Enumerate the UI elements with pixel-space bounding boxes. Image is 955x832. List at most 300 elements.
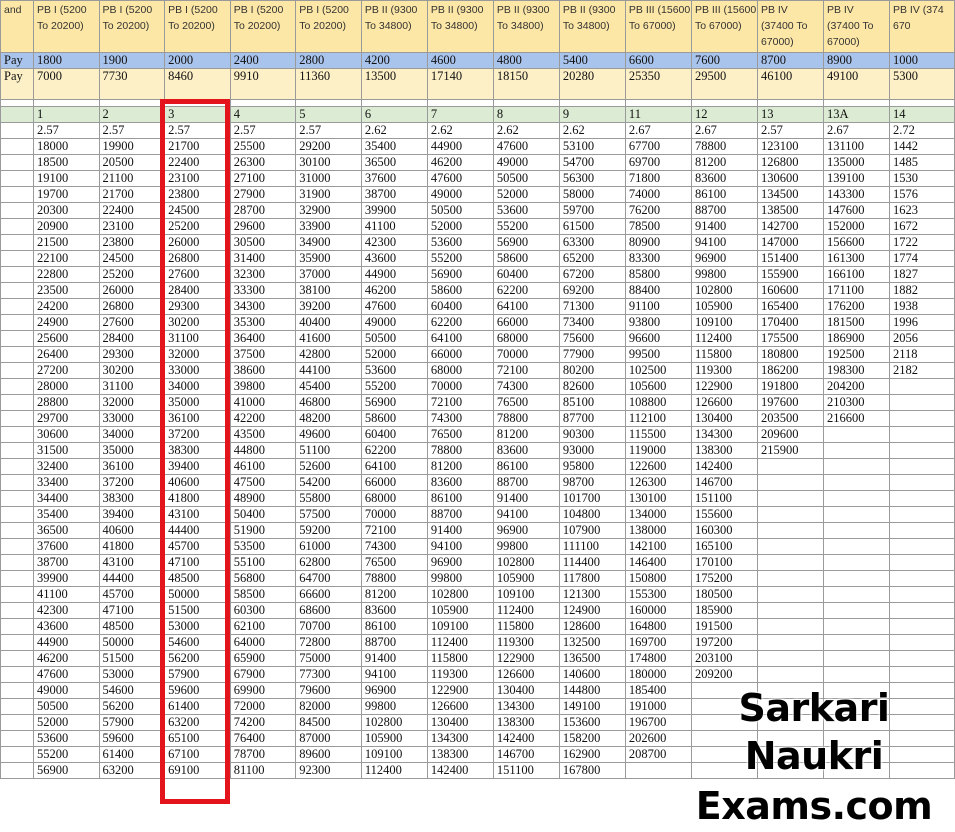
pay-value-cell: 95800	[559, 459, 625, 475]
pay-value-cell: 160600	[757, 283, 823, 299]
pay-value-cell: 22400	[165, 155, 231, 171]
pay-value-cell: 1442	[889, 139, 954, 155]
pay-value-cell: 37500	[230, 347, 296, 363]
table-row	[1, 283, 955, 299]
pay-value-cell: 134300	[493, 699, 559, 715]
level-number-cell: 8	[493, 107, 559, 123]
row-stub-cell	[1, 331, 34, 347]
pay-band-header-cell: PB I (5200 To 20200)	[99, 1, 165, 53]
pay-value-cell: 27900	[230, 187, 296, 203]
pay-value-cell: 61500	[559, 219, 625, 235]
pay-value-cell: 1996	[889, 315, 954, 331]
fitment-factor-cell: 2.57	[296, 123, 362, 139]
pay-value-cell: 32400	[33, 459, 99, 475]
pay-value-cell	[889, 571, 954, 587]
pay-value-cell: 109100	[691, 315, 757, 331]
pay-value-cell: 27100	[230, 171, 296, 187]
pay-value-cell	[823, 635, 889, 651]
pay-value-cell: 66000	[427, 347, 493, 363]
table-row	[1, 203, 955, 219]
pay-value-cell: 91400	[427, 523, 493, 539]
pay-value-cell: 52000	[33, 715, 99, 731]
pay-value-cell: 67700	[625, 139, 691, 155]
table-row	[1, 235, 955, 251]
pay-value-cell: 119300	[691, 363, 757, 379]
pay-value-cell: 58600	[361, 411, 427, 427]
pay-value-cell: 21500	[33, 235, 99, 251]
pay-value-cell: 70000	[493, 347, 559, 363]
pay-value-cell: 52000	[493, 187, 559, 203]
pay-value-cell: 72100	[361, 523, 427, 539]
pay-value-cell: 93800	[625, 315, 691, 331]
pay-value-cell: 44900	[33, 635, 99, 651]
pay-value-cell: 140600	[559, 667, 625, 683]
pay-value-cell: 76500	[427, 427, 493, 443]
row-stub-cell	[1, 667, 34, 683]
pay-value-cell: 68600	[296, 603, 362, 619]
pay-value-cell: 75000	[296, 651, 362, 667]
pay-value-cell: 41800	[165, 491, 231, 507]
pay-value-cell: 147000	[757, 235, 823, 251]
pay-value-cell: 52000	[361, 347, 427, 363]
pay-value-cell: 192500	[823, 347, 889, 363]
pay-value-cell: 196700	[625, 715, 691, 731]
pay-value-cell: 24900	[33, 315, 99, 331]
pay-value-cell: 47600	[427, 171, 493, 187]
level-number-cell: 4	[230, 107, 296, 123]
pay-value-cell	[889, 427, 954, 443]
pay-value-cell: 99800	[361, 699, 427, 715]
pay-value-cell: 2182	[889, 363, 954, 379]
grade-pay-row	[1, 53, 955, 69]
pay-value-cell: 152000	[823, 219, 889, 235]
pay-value-cell: 105600	[625, 379, 691, 395]
row-stub-cell	[1, 635, 34, 651]
pay-value-cell: 50500	[493, 171, 559, 187]
pay-value-cell: 176200	[823, 299, 889, 315]
pay-value-cell: 51500	[99, 651, 165, 667]
row-stub-cell	[1, 347, 34, 363]
pay-value-cell: 78700	[230, 747, 296, 763]
watermark-line-1: Sarkari Naukri	[738, 686, 890, 778]
pay-cell: 20280	[559, 69, 625, 100]
pay-value-cell: 37600	[361, 171, 427, 187]
pay-value-cell: 96900	[493, 523, 559, 539]
grade-pay-cell: 4800	[493, 53, 559, 69]
pay-value-cell: 23100	[165, 171, 231, 187]
pay-value-cell: 58500	[230, 587, 296, 603]
pay-value-cell: 46100	[230, 459, 296, 475]
pay-value-cell: 72100	[427, 395, 493, 411]
pay-value-cell: 67200	[559, 267, 625, 283]
table-row	[1, 267, 955, 283]
pay-value-cell: 31500	[33, 443, 99, 459]
pay-value-cell: 53100	[559, 139, 625, 155]
pay-band-header-cell: PB IV (37400 To 67000)	[757, 1, 823, 53]
pay-value-cell	[889, 619, 954, 635]
pay-value-cell: 36100	[165, 411, 231, 427]
pay-value-cell: 55200	[33, 747, 99, 763]
table-row	[1, 459, 955, 475]
pay-value-cell: 155600	[691, 507, 757, 523]
pay-value-cell: 49000	[361, 315, 427, 331]
pay-value-cell: 61000	[296, 539, 362, 555]
pay-value-cell: 197200	[691, 635, 757, 651]
pay-value-cell: 72000	[230, 699, 296, 715]
pay-value-cell: 36100	[99, 459, 165, 475]
pay-value-cell: 138000	[625, 523, 691, 539]
pay-value-cell: 161300	[823, 251, 889, 267]
pay-value-cell	[757, 555, 823, 571]
pay-band-header-cell: PB III (15600 To 67000)	[691, 1, 757, 53]
pay-value-cell: 28800	[33, 395, 99, 411]
pay-value-cell: 83600	[427, 475, 493, 491]
pay-value-cell: 56300	[559, 171, 625, 187]
table-row	[1, 635, 955, 651]
pay-value-cell: 98700	[559, 475, 625, 491]
pay-value-cell: 31000	[296, 171, 362, 187]
pay-value-cell: 197600	[757, 395, 823, 411]
pay-value-cell: 34000	[99, 427, 165, 443]
pay-value-cell: 65100	[165, 731, 231, 747]
pay-value-cell: 166100	[823, 267, 889, 283]
pay-cell: 5300	[889, 69, 954, 100]
pay-value-cell: 35400	[361, 139, 427, 155]
pay-value-cell: 96900	[361, 683, 427, 699]
pay-value-cell: 96600	[625, 331, 691, 347]
pay-value-cell: 70700	[296, 619, 362, 635]
table-row	[1, 331, 955, 347]
pay-value-cell: 67900	[230, 667, 296, 683]
pay-value-cell: 53000	[165, 619, 231, 635]
pay-value-cell: 77300	[296, 667, 362, 683]
pay-value-cell: 99800	[691, 267, 757, 283]
pay-value-cell: 92300	[296, 763, 362, 779]
pay-value-cell: 42300	[361, 235, 427, 251]
pay-value-cell: 46800	[296, 395, 362, 411]
pay-value-cell	[889, 507, 954, 523]
pay-value-cell: 153600	[559, 715, 625, 731]
pay-value-cell: 48500	[99, 619, 165, 635]
pay-band-header-cell: PB IV (37400 To 67000)	[823, 1, 889, 53]
pay-value-cell	[823, 603, 889, 619]
pay-value-cell: 34000	[165, 379, 231, 395]
pay-value-cell: 83300	[625, 251, 691, 267]
grade-pay-cell: 8700	[757, 53, 823, 69]
pay-band-header-row	[1, 1, 955, 53]
pay-value-cell: 26800	[99, 299, 165, 315]
pay-value-cell: 112400	[361, 763, 427, 779]
level-number-cell: 11	[625, 107, 691, 123]
fitment-factor-cell: 2.67	[823, 123, 889, 139]
pay-value-cell: 50000	[165, 587, 231, 603]
pay-value-cell: 30200	[165, 315, 231, 331]
pay-value-cell: 142400	[493, 731, 559, 747]
grade-pay-cell: 8900	[823, 53, 889, 69]
row-stub-cell	[1, 139, 34, 155]
pay-value-cell: 33000	[165, 363, 231, 379]
pay-value-cell: 54600	[99, 683, 165, 699]
row-stub-cell	[1, 411, 34, 427]
row-stub-cell	[1, 315, 34, 331]
spacer-cell	[889, 100, 954, 107]
pay-value-cell	[757, 635, 823, 651]
pay-value-cell: 94100	[427, 539, 493, 555]
pay-value-cell: 35900	[296, 251, 362, 267]
pay-value-cell: 69100	[165, 763, 231, 779]
pay-value-cell: 41100	[33, 587, 99, 603]
pay-value-cell: 181500	[823, 315, 889, 331]
pay-cell: 17140	[427, 69, 493, 100]
pay-value-cell: 124900	[559, 603, 625, 619]
pay-value-cell: 29300	[99, 347, 165, 363]
table-row	[1, 587, 955, 603]
pay-value-cell: 65900	[230, 651, 296, 667]
pay-value-cell: 66600	[296, 587, 362, 603]
pay-value-cell: 117800	[559, 571, 625, 587]
pay-value-cell: 126600	[691, 395, 757, 411]
pay-value-cell: 26000	[99, 283, 165, 299]
row-stub-cell	[1, 731, 34, 747]
row-stub-cell	[1, 651, 34, 667]
pay-value-cell: 99500	[625, 347, 691, 363]
pay-value-cell: 30600	[33, 427, 99, 443]
pay-value-cell: 22100	[33, 251, 99, 267]
pay-value-cell: 142100	[625, 539, 691, 555]
pay-value-cell: 26800	[165, 251, 231, 267]
pay-value-cell: 35000	[99, 443, 165, 459]
pay-cell: 18150	[493, 69, 559, 100]
table-row	[1, 395, 955, 411]
pay-value-cell: 38600	[230, 363, 296, 379]
level-number-cell	[1, 107, 34, 123]
pay-value-cell: 20900	[33, 219, 99, 235]
pay-cell: 7000	[33, 69, 99, 100]
pay-value-cell: 69900	[230, 683, 296, 699]
pay-value-cell: 62100	[230, 619, 296, 635]
grade-pay-cell: 2800	[296, 53, 362, 69]
pay-value-cell: 76200	[625, 203, 691, 219]
pay-value-cell: 63200	[99, 763, 165, 779]
pay-value-cell: 130400	[493, 683, 559, 699]
table-row	[1, 427, 955, 443]
pay-value-cell: 39400	[165, 459, 231, 475]
pay-value-cell: 55800	[296, 491, 362, 507]
row-stub-cell	[1, 699, 34, 715]
pay-value-cell: 26300	[230, 155, 296, 171]
spacer-cell	[559, 100, 625, 107]
pay-value-cell: 105900	[427, 603, 493, 619]
pay-value-cell: 130400	[691, 411, 757, 427]
pay-band-header-cell: PB II (9300 To 34800)	[559, 1, 625, 53]
pay-value-cell	[889, 379, 954, 395]
pay-value-cell: 131100	[823, 139, 889, 155]
pay-value-cell: 35000	[165, 395, 231, 411]
pay-value-cell: 29300	[165, 299, 231, 315]
pay-value-cell: 47100	[99, 603, 165, 619]
spacer-cell	[493, 100, 559, 107]
table-row	[1, 411, 955, 427]
pay-value-cell: 165100	[691, 539, 757, 555]
pay-cell: 49100	[823, 69, 889, 100]
pay-value-cell: 42800	[296, 347, 362, 363]
pay-band-header-cell: and	[1, 1, 34, 53]
pay-value-cell: 1774	[889, 251, 954, 267]
pay-value-cell: 62200	[493, 283, 559, 299]
pay-value-cell: 186200	[757, 363, 823, 379]
pay-value-cell: 76400	[230, 731, 296, 747]
spacer-cell	[361, 100, 427, 107]
pay-cell: 11360	[296, 69, 362, 100]
pay-value-cell: 41800	[99, 539, 165, 555]
pay-value-cell	[889, 555, 954, 571]
pay-value-cell: 143300	[823, 187, 889, 203]
pay-value-cell: 43100	[165, 507, 231, 523]
pay-value-cell: 83600	[691, 171, 757, 187]
pay-value-cell: 25200	[165, 219, 231, 235]
pay-value-cell: 55200	[361, 379, 427, 395]
pay-band-header-cell: PB II (9300 To 34800)	[427, 1, 493, 53]
pay-value-cell: 67100	[165, 747, 231, 763]
pay-value-cell: 81200	[691, 155, 757, 171]
grade-pay-cell: 5400	[559, 53, 625, 69]
pay-value-cell: 58600	[493, 251, 559, 267]
pay-value-cell: 107900	[559, 523, 625, 539]
row-stub-cell	[1, 763, 34, 779]
pay-value-cell: 53500	[230, 539, 296, 555]
row-stub-cell	[1, 571, 34, 587]
pay-value-cell: 138300	[427, 747, 493, 763]
row-stub-cell	[1, 507, 34, 523]
pay-band-header-cell: PB III (15600 To 67000)	[625, 1, 691, 53]
pay-value-cell	[823, 459, 889, 475]
pay-value-cell: 185900	[691, 603, 757, 619]
table-row	[1, 667, 955, 683]
pay-value-cell: 191800	[757, 379, 823, 395]
fitment-factor-cell: 2.57	[757, 123, 823, 139]
pay-value-cell: 59600	[99, 731, 165, 747]
pay-value-cell: 150800	[625, 571, 691, 587]
row-stub-cell	[1, 299, 34, 315]
pay-value-cell: 94100	[691, 235, 757, 251]
table-row	[1, 523, 955, 539]
pay-value-cell	[757, 603, 823, 619]
pay-value-cell: 174800	[625, 651, 691, 667]
pay-value-cell	[757, 539, 823, 555]
pay-value-cell: 138300	[493, 715, 559, 731]
pay-value-cell: 53600	[427, 235, 493, 251]
spacer-cell	[427, 100, 493, 107]
pay-value-cell: 85100	[559, 395, 625, 411]
pay-value-cell: 47600	[361, 299, 427, 315]
pay-value-cell: 171100	[823, 283, 889, 299]
pay-value-cell: 78500	[625, 219, 691, 235]
pay-value-cell: 170400	[757, 315, 823, 331]
pay-value-cell: 38700	[361, 187, 427, 203]
pay-value-cell: 34300	[230, 299, 296, 315]
pay-value-cell: 28400	[165, 283, 231, 299]
spacer-cell	[1, 100, 34, 107]
pay-value-cell: 88700	[691, 203, 757, 219]
pay-value-cell: 167800	[559, 763, 625, 779]
row-stub-cell	[1, 491, 34, 507]
pay-value-cell: 50500	[361, 331, 427, 347]
pay-cell: 25350	[625, 69, 691, 100]
pay-value-cell: 121300	[559, 587, 625, 603]
pay-value-cell: 69200	[559, 283, 625, 299]
pay-value-cell: 130600	[757, 171, 823, 187]
pay-value-cell: 68000	[361, 491, 427, 507]
pay-value-cell: 69700	[625, 155, 691, 171]
pay-value-cell: 180800	[757, 347, 823, 363]
pay-value-cell: 96900	[691, 251, 757, 267]
pay-value-cell	[889, 635, 954, 651]
pay-value-cell: 105900	[361, 731, 427, 747]
pay-value-cell: 136500	[559, 651, 625, 667]
pay-value-cell: 208700	[625, 747, 691, 763]
pay-value-cell: 45700	[165, 539, 231, 555]
fitment-factor-cell: 2.62	[361, 123, 427, 139]
pay-value-cell: 40600	[165, 475, 231, 491]
pay-value-cell: 88400	[625, 283, 691, 299]
table-row	[1, 475, 955, 491]
pay-value-cell: 55100	[230, 555, 296, 571]
pay-value-cell: 37200	[165, 427, 231, 443]
pay-value-cell: 24500	[99, 251, 165, 267]
pay-value-cell: 31400	[230, 251, 296, 267]
pay-value-cell: 30100	[296, 155, 362, 171]
pay-value-cell: 34400	[33, 491, 99, 507]
pay-value-cell: 91400	[691, 219, 757, 235]
pay-value-cell: 134300	[691, 427, 757, 443]
pay-value-cell: 64700	[296, 571, 362, 587]
pay-value-cell: 126600	[427, 699, 493, 715]
pay-value-cell: 21100	[99, 171, 165, 187]
pay-value-cell	[889, 491, 954, 507]
pay-value-cell: 47500	[230, 475, 296, 491]
pay-value-cell: 71300	[559, 299, 625, 315]
pay-value-cell: 80200	[559, 363, 625, 379]
spacer-row	[1, 100, 955, 107]
pay-value-cell: 45400	[296, 379, 362, 395]
pay-value-cell: 91400	[493, 491, 559, 507]
pay-value-cell: 32000	[99, 395, 165, 411]
pay-value-cell: 38300	[165, 443, 231, 459]
pay-value-cell: 44900	[427, 139, 493, 155]
pay-value-cell: 112400	[427, 635, 493, 651]
pay-value-cell: 43600	[361, 251, 427, 267]
pay-value-cell: 46200	[427, 155, 493, 171]
pay-value-cell	[757, 491, 823, 507]
spacer-cell	[33, 100, 99, 107]
pay-value-cell: 62800	[296, 555, 362, 571]
pay-value-cell: 25500	[230, 139, 296, 155]
pay-value-cell: 105900	[493, 571, 559, 587]
row-stub-cell	[1, 171, 34, 187]
table-row	[1, 299, 955, 315]
pay-value-cell: 126300	[625, 475, 691, 491]
fitment-factor-row	[1, 123, 955, 139]
pay-value-cell: 52600	[296, 459, 362, 475]
fitment-factor-cell: 2.57	[33, 123, 99, 139]
row-stub-cell	[1, 427, 34, 443]
pay-value-cell	[889, 651, 954, 667]
pay-value-cell: 115800	[427, 651, 493, 667]
pay-value-cell: 24200	[33, 299, 99, 315]
pay-value-cell	[823, 555, 889, 571]
pay-value-cell: 123100	[757, 139, 823, 155]
pay-value-cell: 198300	[823, 363, 889, 379]
